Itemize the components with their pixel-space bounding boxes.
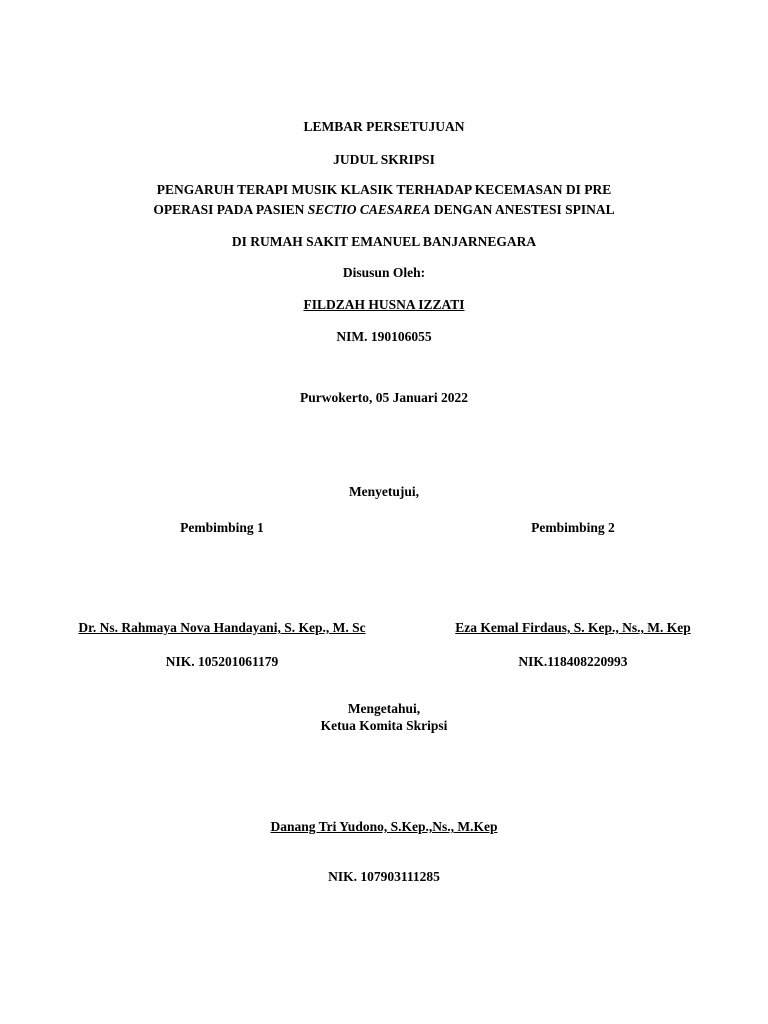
author-label: Disusun Oleh: bbox=[342, 265, 426, 280]
supervisor-2-role: Pembimbing 2 bbox=[531, 520, 615, 535]
supervisor-2-nik: NIK.118408220993 bbox=[518, 654, 628, 669]
document-title: LEMBAR PERSETUJUAN bbox=[303, 119, 465, 134]
thesis-title-line-3: DI RUMAH SAKIT EMANUEL BANJARNEGARA bbox=[231, 234, 537, 249]
document-subtitle: JUDUL SKRIPSI bbox=[333, 152, 435, 167]
committee-chair-nik: NIK. 107903111285 bbox=[328, 869, 440, 884]
supervisor-1-name: Dr. Ns. Rahmaya Nova Handayani, S. Kep., M. Sc bbox=[78, 620, 366, 635]
place-date: Purwokerto, 05 Januari 2022 bbox=[300, 390, 468, 405]
thesis-title-line-1: PENGARUH TERAPI MUSIK KLASIK TERHADAP KECEMASAN DI PRE bbox=[156, 182, 612, 197]
acknowledge-role: Ketua Komita Skripsi bbox=[320, 718, 448, 733]
author-nim: NIM. 190106055 bbox=[336, 329, 432, 344]
author-name: FILDZAH HUSNA IZZATI bbox=[303, 297, 465, 312]
supervisor-1-role: Pembimbing 1 bbox=[180, 520, 264, 535]
thesis-title-line-2-start: OPERASI PADA PASIEN bbox=[153, 202, 308, 217]
acknowledge-label: Mengetahui, bbox=[347, 701, 421, 716]
supervisor-1-nik: NIK. 105201061179 bbox=[165, 654, 279, 669]
thesis-title-italic-term: SECTIO CAESAREA bbox=[307, 202, 431, 217]
supervisor-2-name: Eza Kemal Firdaus, S. Kep., Ns., M. Kep bbox=[455, 620, 691, 635]
thesis-title-line-2-end: DENGAN ANESTESI SPINAL bbox=[430, 202, 615, 217]
committee-chair-name: Danang Tri Yudono, S.Kep.,Ns., M.Kep bbox=[270, 819, 498, 834]
thesis-title-line-2 bbox=[0, 201, 768, 219]
approval-label: Menyetujui, bbox=[348, 484, 420, 499]
